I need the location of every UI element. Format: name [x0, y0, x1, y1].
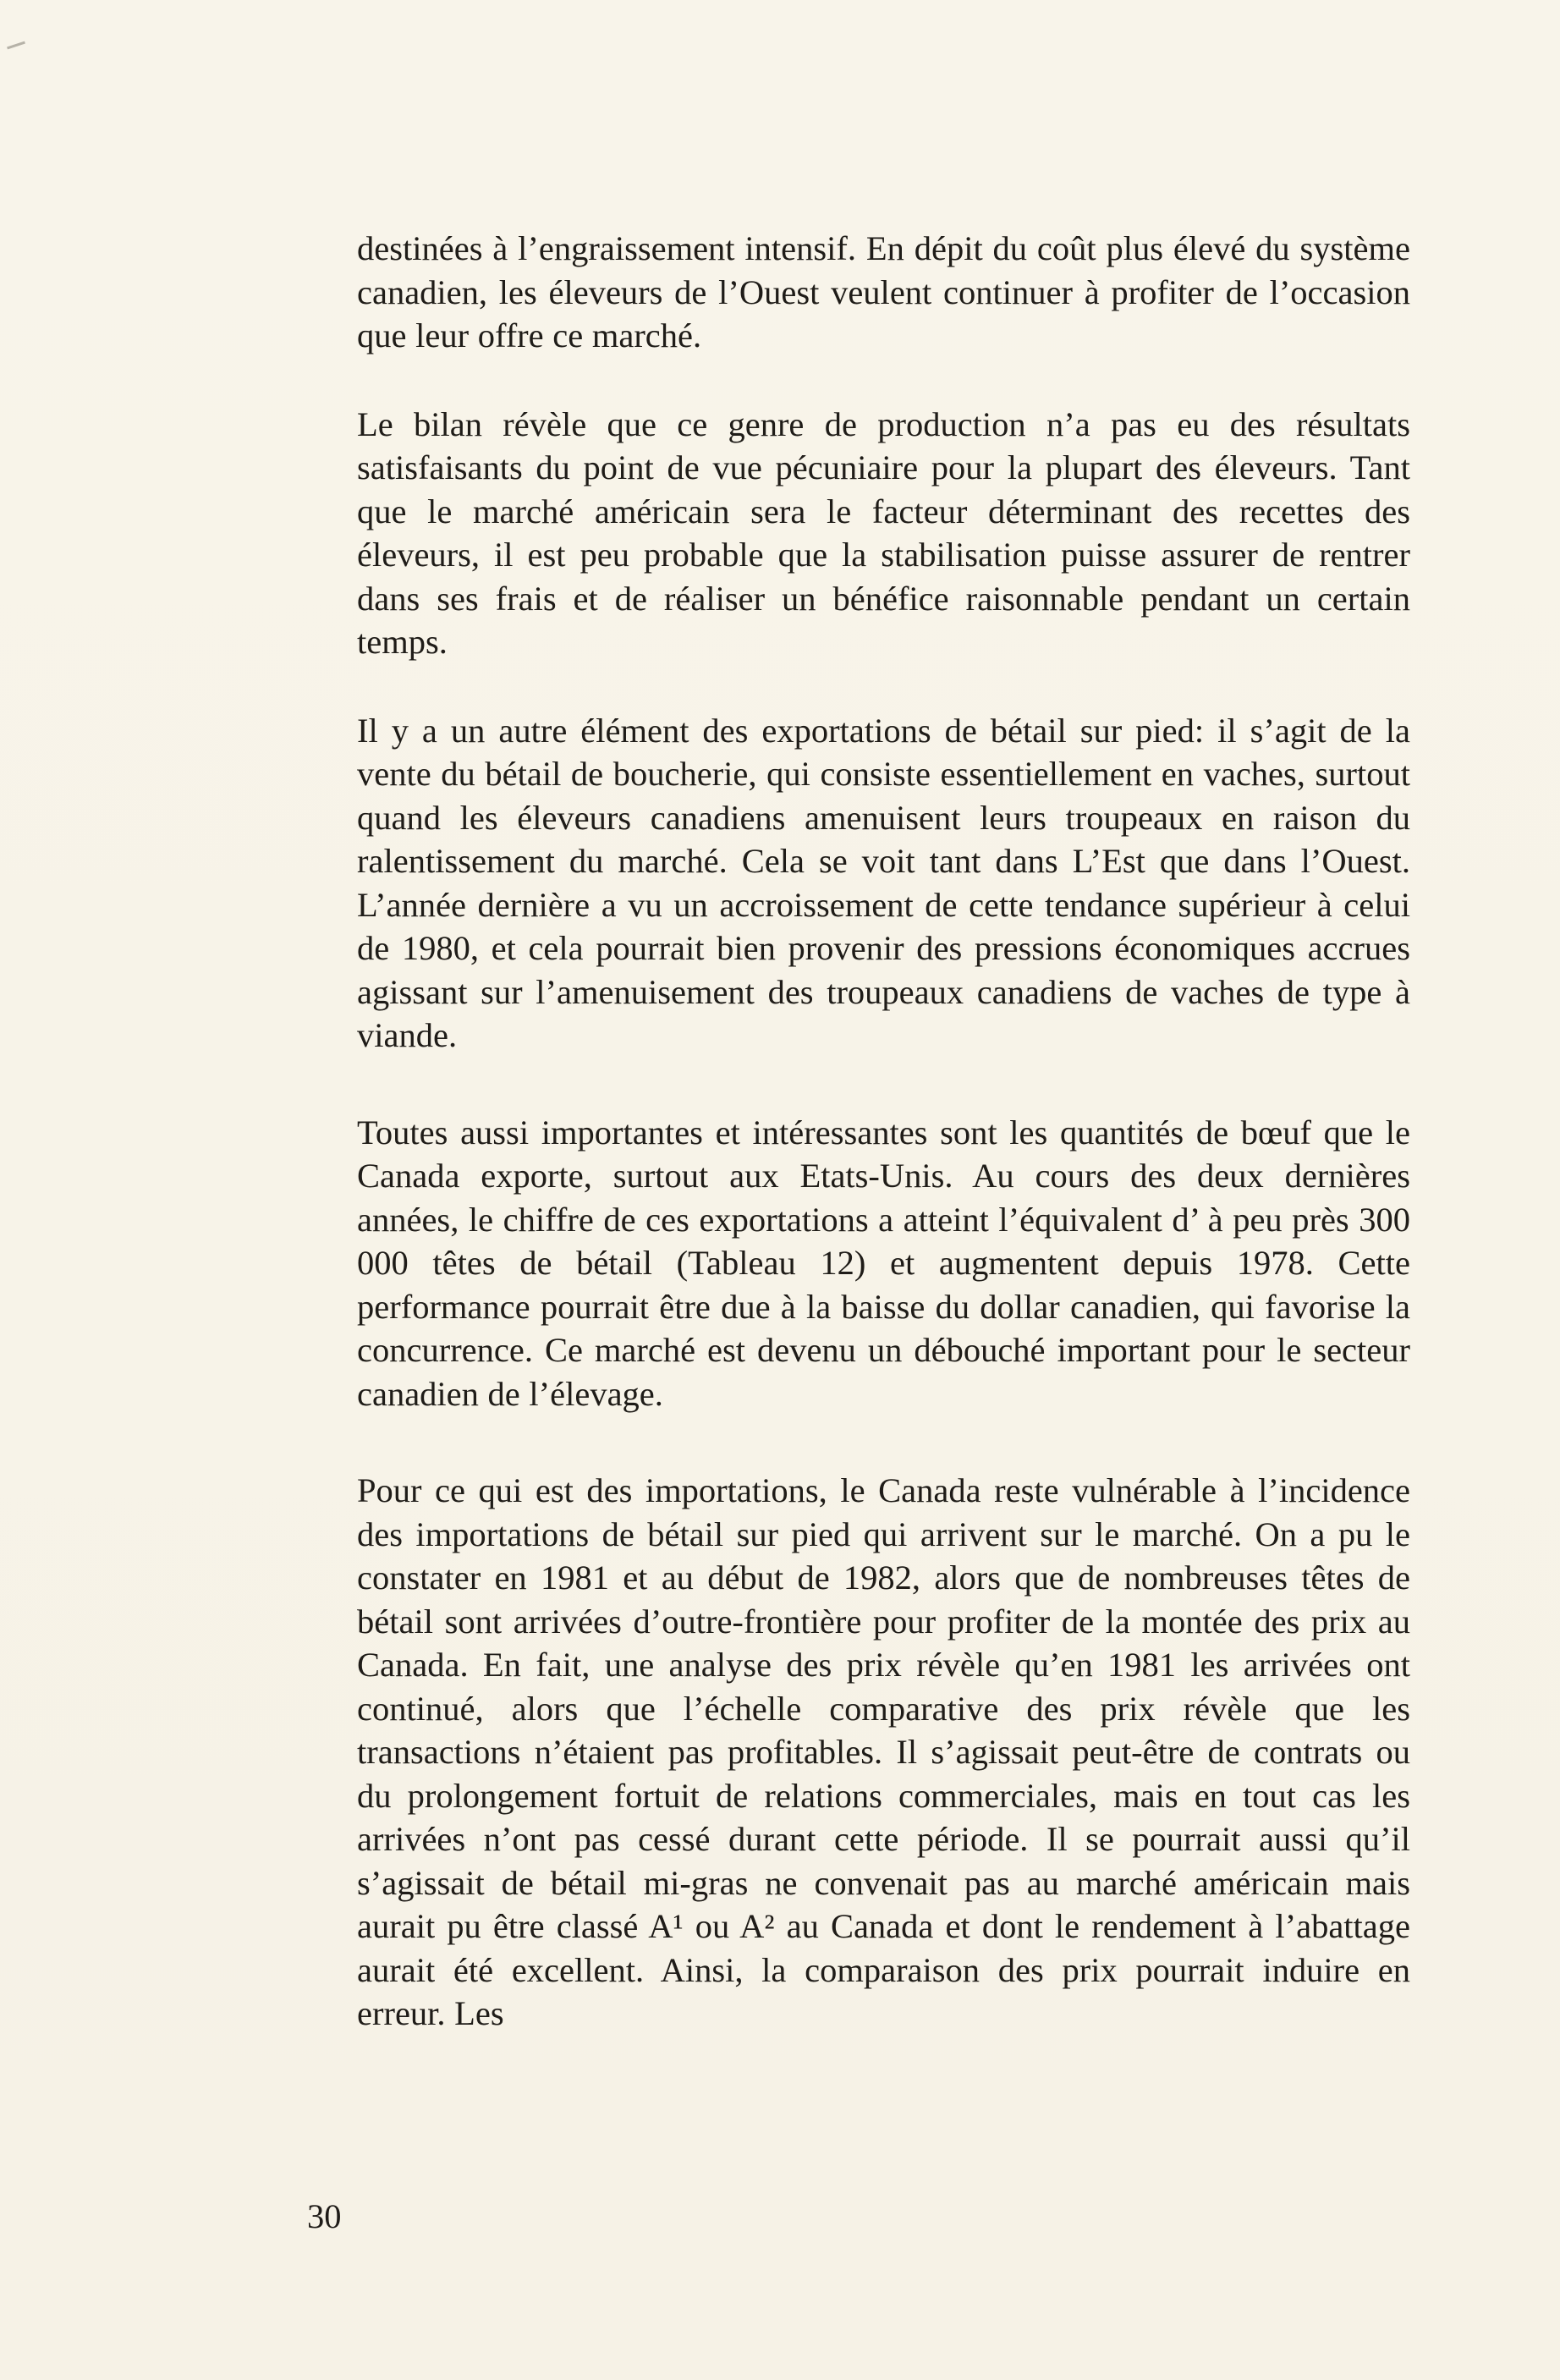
paragraph-2: Le bilan révèle que ce genre de production n’a pas eu des résultats satisfaisants du point de vue pécuniaire pour la plupart des éleveurs. Tant que le marché américain sera le facteur déterminant des recettes des éleveurs, il est peu probable que la stabilisation puisse assurer de rentrer dans ses frais et de réaliser un bénéfice raisonnable pendant un certain temps.: [357, 404, 1410, 661]
scan-mark: [7, 41, 25, 50]
page-number: 30: [307, 2197, 342, 2235]
paragraph-3: Il y a un autre élément des exportations de bétail sur pied: il s’agit de la vente du bétail de boucherie, qui consiste essentiellement en vaches, surtout quand les éleveurs canadiens amenuisent leurs troupeaux en raison du ralentissement du marché. Cela se voit tant dans L’Est que dans l’Ouest. L’année dernière a vu un accroissement de cette tendance supérieur à celui de 1980, et cela pourrait bien provenir des pressions économiques accrues agissant sur l’amenuisement des troupeaux canadiens de vaches de type à viande.: [357, 711, 1410, 1054]
paragraph-5: Pour ce qui est des importations, le Canada reste vulnérable à l’incidence des importations de bétail sur pied qui arrivent sur le marché. On a pu le constater en 1981 et au début de 1982, alors que de nombreuses têtes de bétail sont arrivées d’outre-frontière pour profiter de la montée des prix au Canada. En fait, une analyse des prix révèle qu’en 1981 les arrivées ont continué, alors que l’échelle comparative des prix révèle que les transactions n’étaient pas profitables. Il s’agissait peut-être de contrats ou du prolongement fortuit de relations commerciales, mais en tout cas les arrivées n’ont pas cessé durant cette période. Il se pourrait aussi qu’il s’agissait de bétail mi-gras ne convenait pas au marché américain mais aurait pu être classé A¹ ou A² au Canada et dont le rendement à l’abattage aurait été excellent. Ainsi, la comparaison des prix pourrait induire en erreur. Les: [357, 1471, 1410, 2032]
paragraph-4: Toutes aussi importantes et intéressantes sont les quantités de bœuf que le Canada exporte, surtout aux Etats-Unis. Au cours des deux dernières années, le chiffre de ces exportations a atteint l’équivalent d’ à peu près 300 000 têtes de bétail (Tableau 12) et augmentent depuis 1978. Cette performance pourrait être due à la baisse du dollar canadien, qui favorise la concurrence. Ce marché est devenu un débouché important pour le secteur canadien de l’élevage.: [357, 1113, 1410, 1413]
body-text: [357, 227, 1410, 2036]
paragraph-1: destinées à l’engraissement intensif. En dépit du coût plus élevé du système canadien, les éleveurs de l’Ouest veulent continuer à profiter de l’occasion que leur offre ce marché.: [357, 229, 1410, 355]
